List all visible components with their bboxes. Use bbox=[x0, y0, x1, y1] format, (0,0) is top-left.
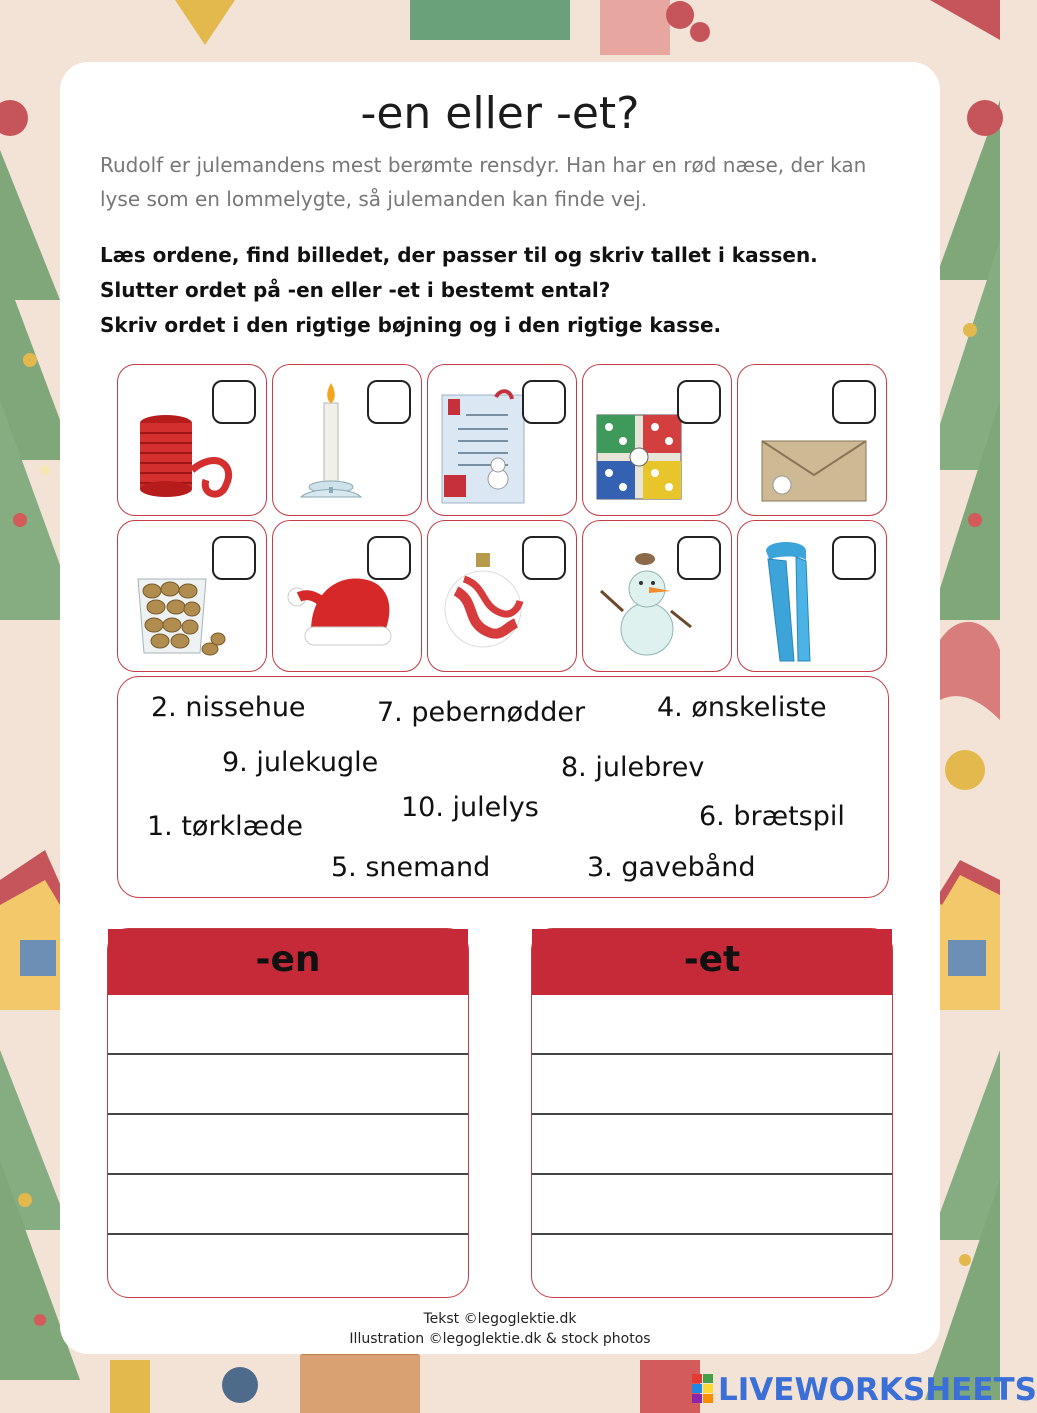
answer-checkbox[interactable] bbox=[367, 536, 411, 580]
answer-checkbox[interactable] bbox=[212, 380, 256, 424]
answer-checkbox[interactable] bbox=[367, 380, 411, 424]
picture-card bbox=[427, 364, 577, 516]
word-item: 10. julelys bbox=[401, 792, 539, 823]
credit-text: Illustration ©legoglektie.dk & stock photos bbox=[349, 1331, 651, 1347]
word-item: 3. gavebånd bbox=[587, 852, 756, 883]
instructions bbox=[100, 238, 920, 343]
answer-row[interactable] bbox=[532, 1235, 892, 1295]
house-icon bbox=[0, 850, 65, 1010]
answer-checkbox[interactable] bbox=[677, 536, 721, 580]
answer-checkbox[interactable] bbox=[522, 536, 566, 580]
instruction-line: Slutter ordet på -en eller -et i bestemt ental? bbox=[100, 278, 611, 302]
instruction-line: Skriv ordet i den rigtige bøjning og i den rigtige kasse. bbox=[100, 313, 722, 337]
answer-row[interactable] bbox=[108, 995, 468, 1055]
credit-text: Tekst ©legoglektie.dk bbox=[423, 1311, 577, 1327]
liveworksheets-logo-icon bbox=[692, 1374, 714, 1404]
page-title: -en eller -et? bbox=[360, 88, 640, 139]
word-item: 1. tørklæde bbox=[147, 811, 303, 842]
picture-card bbox=[427, 520, 577, 672]
answer-checkbox[interactable] bbox=[832, 536, 876, 580]
watermark[interactable]: LIVEWORKSHEETS bbox=[718, 1372, 1037, 1408]
picture-card bbox=[582, 520, 732, 672]
word-item: 9. julekugle bbox=[222, 747, 379, 778]
table-heading: -et bbox=[532, 929, 892, 995]
en-table bbox=[107, 928, 469, 1298]
word-item: 5. snemand bbox=[331, 852, 491, 883]
answer-checkbox[interactable] bbox=[677, 380, 721, 424]
picture-card bbox=[582, 364, 732, 516]
word-bank bbox=[117, 676, 889, 898]
picture-card bbox=[737, 520, 887, 672]
answer-checkbox[interactable] bbox=[832, 380, 876, 424]
instruction-line: Læs ordene, find billedet, der passer til og skriv tallet i kassen. bbox=[100, 243, 818, 267]
word-item: 6. brætspil bbox=[699, 801, 845, 832]
answer-row[interactable] bbox=[532, 995, 892, 1055]
intro-text: Rudolf er julemandens mest berømte rensdyr. Han har en rød næse, der kan lyse som en lommelygte, så julemanden kan finde vej. bbox=[100, 153, 867, 211]
answer-row[interactable] bbox=[108, 1115, 468, 1175]
answer-checkbox[interactable] bbox=[212, 536, 256, 580]
answer-row[interactable] bbox=[108, 1235, 468, 1295]
answer-row[interactable] bbox=[532, 1055, 892, 1115]
picture-card bbox=[272, 520, 422, 672]
picture-card bbox=[117, 364, 267, 516]
word-item: 7. pebernødder bbox=[377, 697, 586, 728]
answer-row[interactable] bbox=[108, 1175, 468, 1235]
picture-card bbox=[737, 364, 887, 516]
answer-row[interactable] bbox=[532, 1115, 892, 1175]
word-item: 2. nissehue bbox=[151, 692, 306, 723]
picture-card bbox=[117, 520, 267, 672]
picture-grid bbox=[117, 364, 889, 674]
et-table bbox=[531, 928, 893, 1298]
picture-card bbox=[272, 364, 422, 516]
answer-checkbox[interactable] bbox=[522, 380, 566, 424]
table-heading: -en bbox=[108, 929, 468, 995]
answer-row[interactable] bbox=[108, 1055, 468, 1115]
answer-row[interactable] bbox=[532, 1175, 892, 1235]
word-item: 8. julebrev bbox=[561, 752, 705, 783]
word-item: 4. ønskeliste bbox=[657, 692, 827, 723]
